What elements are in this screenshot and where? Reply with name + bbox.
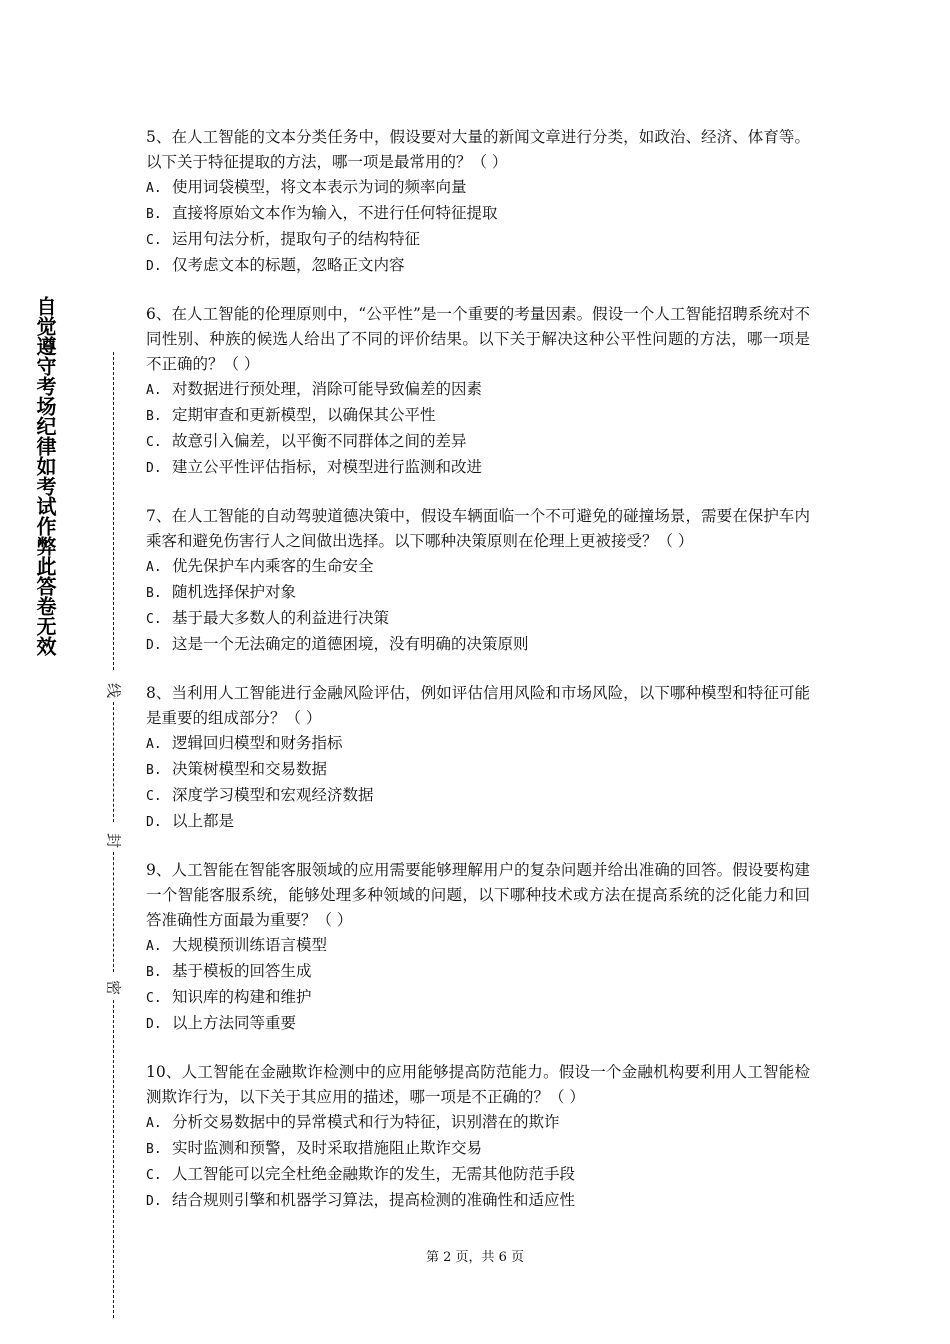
answer-option: [146, 1162, 810, 1188]
option-text: 仅考虑文本的标题，忽略正文内容: [172, 256, 405, 274]
question-stem: 9、人工智能在智能客服领域的应用需要能够理解用户的复杂问题并给出准确的回答。假设要构建一个智能客服系统，能够处理多种领域的问题，以下哪种技术或方法在提高系统的泛化能力和回答准确性方面最为重要？（ ）: [146, 861, 810, 929]
answer-option: [146, 580, 810, 606]
option-letter: C.: [146, 1168, 162, 1183]
option-letter: C.: [146, 789, 162, 804]
question-8: [146, 681, 810, 835]
binding-dashed-line: [113, 1000, 114, 1318]
option-text: 这是一个无法确定的道德困境，没有明确的决策原则: [172, 635, 529, 653]
option-text: 深度学习模型和宏观经济数据: [172, 786, 374, 804]
answer-option: [146, 933, 810, 959]
answer-option: [146, 783, 810, 809]
option-text: 实时监测和预警，及时采取措施阻止欺诈交易: [172, 1139, 483, 1157]
option-letter: A.: [146, 560, 162, 575]
question-10: [146, 1060, 810, 1214]
question-list: [146, 125, 810, 1237]
option-letter: B.: [146, 965, 162, 980]
option-text: 人工智能可以完全杜绝金融欺诈的发生，无需其他防范手段: [172, 1165, 576, 1183]
option-text: 大规模预训练语言模型: [172, 936, 328, 954]
answer-option: [146, 175, 810, 201]
binding-secret-char: 密: [104, 979, 123, 995]
answer-option: [146, 429, 810, 455]
option-letter: A.: [146, 1116, 162, 1131]
binding-seal-char: 封: [104, 832, 123, 848]
option-letter: D.: [146, 461, 162, 476]
option-letter: B.: [146, 763, 162, 778]
option-text: 以上方法同等重要: [172, 1014, 297, 1032]
answer-option: [146, 731, 810, 757]
option-text: 运用句法分析，提取句子的结构特征: [172, 230, 421, 248]
option-letter: C.: [146, 612, 162, 627]
answer-option: [146, 554, 810, 580]
option-letter: B.: [146, 586, 162, 601]
option-letter: A.: [146, 939, 162, 954]
option-text: 建立公平性评估指标，对模型进行监测和改进: [172, 458, 483, 476]
option-letter: D.: [146, 1194, 162, 1209]
option-text: 对数据进行预处理，消除可能导致偏差的因素: [172, 380, 483, 398]
option-text: 基于模板的回答生成: [172, 962, 312, 980]
question-stem: 6、在人工智能的伦理原则中，“公平性”是一个重要的考量因素。假设一个人工智能招聘系统对不同性别、种族的候选人给出了不同的评价结果。以下关于解决这种公平性问题的方法，哪一项是不正确的？（ ）: [146, 305, 810, 373]
question-stem: 10、人工智能在金融欺诈检测中的应用能够提高防范能力。假设一个金融机构要利用人工智能检测欺诈行为，以下关于其应用的描述，哪一项是不正确的？（ ）: [146, 1063, 810, 1106]
question-stem: 7、在人工智能的自动驾驶道德决策中，假设车辆面临一个不可避免的碰撞场景，需要在保护车内乘客和避免伤害行人之间做出选择。以下哪种决策原则在伦理上更被接受？（ ）: [146, 507, 810, 550]
binding-line-char: 线: [104, 682, 123, 698]
binding-dashed-line: [113, 852, 114, 972]
answer-option: [146, 1110, 810, 1136]
option-text: 结合规则引擎和机器学习算法，提高检测的准确性和适应性: [172, 1191, 576, 1209]
option-letter: C.: [146, 991, 162, 1006]
binding-dashed-line: [113, 702, 114, 822]
answer-option: [146, 959, 810, 985]
option-text: 逻辑回归模型和财务指标: [172, 734, 343, 752]
answer-option: [146, 403, 810, 429]
option-letter: A.: [146, 383, 162, 398]
question-5: [146, 125, 810, 279]
answer-option: [146, 253, 810, 279]
question-stem: 5、在人工智能的文本分类任务中，假设要对大量的新闻文章进行分类，如政治、经济、体育等。以下关于特征提取的方法，哪一项是最常用的？（ ）: [146, 128, 810, 171]
binding-dashed-line: [113, 352, 114, 670]
option-text: 使用词袋模型，将文本表示为词的频率向量: [172, 178, 467, 196]
binding-warning: 自觉遵守考场纪律如考试作弊此答卷无效: [33, 296, 57, 656]
answer-option: [146, 455, 810, 481]
option-text: 直接将原始文本作为输入，不进行任何特征提取: [172, 204, 498, 222]
question-stem: 8、当利用人工智能进行金融风险评估，例如评估信用风险和市场风险，以下哪种模型和特征可能是重要的组成部分？（ ）: [146, 684, 810, 727]
answer-option: [146, 632, 810, 658]
option-text: 随机选择保护对象: [172, 583, 297, 601]
option-letter: D.: [146, 815, 162, 830]
answer-option: [146, 227, 810, 253]
answer-option: [146, 757, 810, 783]
answer-option: [146, 1011, 810, 1037]
option-text: 基于最大多数人的利益进行决策: [172, 609, 390, 627]
option-letter: D.: [146, 259, 162, 274]
option-letter: D.: [146, 1017, 162, 1032]
answer-option: [146, 985, 810, 1011]
option-letter: C.: [146, 435, 162, 450]
option-text: 定期审查和更新模型，以确保其公平性: [172, 406, 436, 424]
option-text: 决策树模型和交易数据: [172, 760, 328, 778]
question-9: [146, 858, 810, 1037]
option-letter: B.: [146, 409, 162, 424]
option-letter: A.: [146, 181, 162, 196]
option-letter: D.: [146, 638, 162, 653]
question-6: [146, 302, 810, 481]
answer-option: [146, 1136, 810, 1162]
option-text: 知识库的构建和维护: [172, 988, 312, 1006]
page-footer: 第 2 页，共 6 页: [425, 1250, 525, 1265]
option-text: 优先保护车内乘客的生命安全: [172, 557, 374, 575]
option-text: 分析交易数据中的异常模式和行为特征，识别潜在的欺诈: [172, 1113, 560, 1131]
answer-option: [146, 1188, 810, 1214]
option-letter: B.: [146, 207, 162, 222]
option-text: 以上都是: [172, 812, 235, 830]
option-letter: B.: [146, 1142, 162, 1157]
answer-option: [146, 377, 810, 403]
option-text: 故意引入偏差，以平衡不同群体之间的差异: [172, 432, 467, 450]
answer-option: [146, 201, 810, 227]
answer-option: [146, 606, 810, 632]
answer-option: [146, 809, 810, 835]
option-letter: C.: [146, 233, 162, 248]
question-7: [146, 504, 810, 658]
option-letter: A.: [146, 737, 162, 752]
